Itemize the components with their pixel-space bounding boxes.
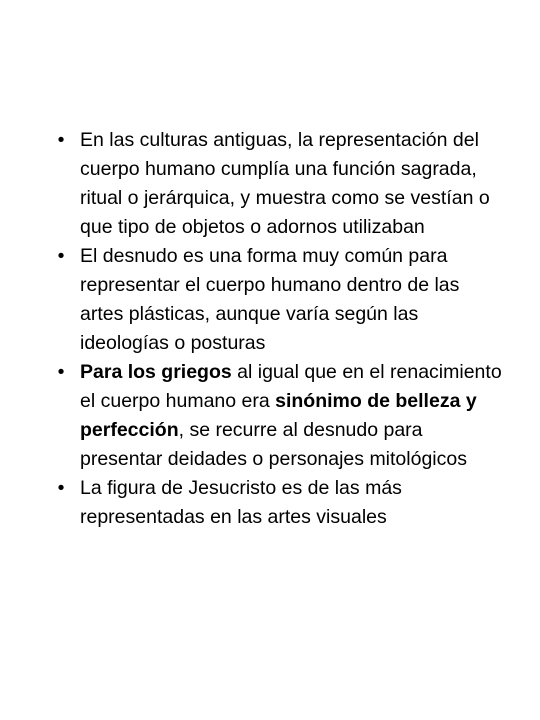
bullet-marker: • — [57, 361, 65, 383]
bullet-item — [52, 474, 502, 532]
bullet-item — [52, 242, 502, 358]
bullet-list — [52, 126, 502, 532]
bullet-text — [80, 361, 502, 470]
bullet-text-segment: En las culturas antiguas, la representación del cuerpo humano cumplía una función sagrada, ritual o jerárquica, y muestra como se vestían o que tipo de objetos o adornos utilizaban — [80, 129, 490, 238]
bullet-text-bold-segment: sinónimo de belleza y perfección — [80, 390, 477, 441]
bullet-text-bold-segment: Para los griegos — [80, 361, 232, 383]
bullet-text-segment: , se recurre al desnudo para presentar deidades o personajes mitológicos — [80, 419, 467, 470]
bullet-marker: • — [57, 129, 65, 151]
bullet-marker: • — [57, 477, 65, 499]
bullet-text — [80, 477, 402, 528]
bullet-text — [80, 245, 459, 354]
bullet-text-segment: La figura de Jesucristo es de las más representadas en las artes visuales — [80, 477, 402, 528]
bullet-item — [52, 126, 502, 242]
bullet-marker: • — [57, 245, 65, 267]
bullet-text-segment: al igual que en el renacimiento el cuerpo humano era — [80, 361, 502, 412]
bullet-text-segment: El desnudo es una forma muy común para representar el cuerpo humano dentro de las artes plásticas, aunque varía según las ideologías o posturas — [80, 245, 460, 354]
bullet-item — [52, 358, 502, 474]
bullet-text — [80, 129, 490, 238]
